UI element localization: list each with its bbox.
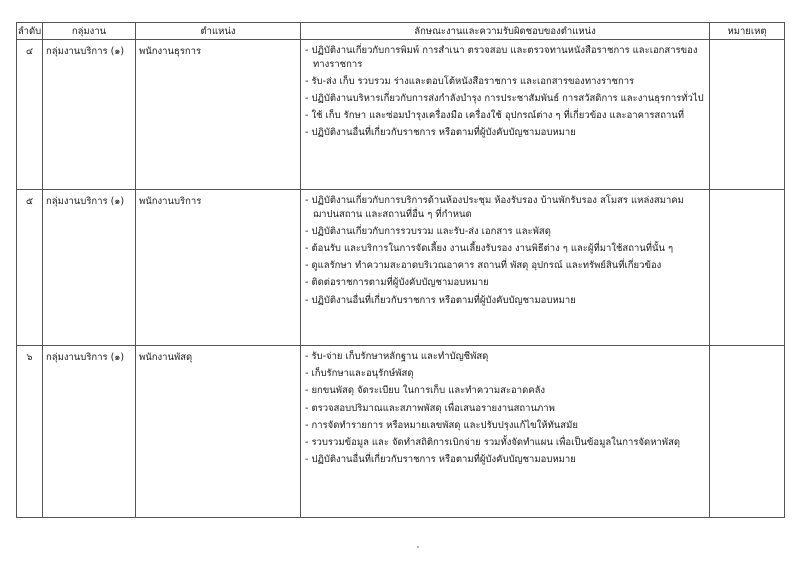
duty-item: - ติดต่อราชการตามที่ผู้บังคับบัญชามอบหมาย	[305, 276, 705, 290]
row-note	[710, 40, 785, 190]
row-position: พนักงานบริการ	[136, 190, 301, 346]
row-position: พนักงานพัสดุ	[136, 346, 301, 518]
duty-item: - ตรวจสอบปริมาณและสภาพพัสดุ เพื่อเสนอรายงานสถานภาพ	[305, 402, 705, 416]
header-row	[17, 23, 785, 40]
row-number: ๖	[17, 346, 43, 518]
duty-item: - รับ-ส่ง เก็บ รวบรวม ร่างและตอบโต้หนังสือราชการ และเอกสารของทางราชการ	[305, 75, 705, 89]
row-duties	[301, 346, 710, 518]
duties-list	[305, 350, 705, 467]
header-position: ตำแหน่ง	[136, 23, 301, 40]
duty-item: - ยกขนพัสดุ จัดระเบียบ ในการเก็บ และทำความสะอาดคลัง	[305, 384, 705, 398]
row-position: พนักงานธุรการ	[136, 40, 301, 190]
duty-item: - ปฏิบัติงานอื่นที่เกี่ยวกับราชการ หรือตามที่ผู้บังคับบัญชามอบหมาย	[305, 453, 705, 467]
duties-list	[305, 44, 705, 140]
row-number: ๔	[17, 40, 43, 190]
duty-item: - รับ-จ่าย เก็บรักษาหลักฐาน และทำบัญชีพัสดุ	[305, 350, 705, 364]
table-row	[17, 190, 785, 346]
row-note	[710, 190, 785, 346]
duty-item: - ปฏิบัติงานอื่นที่เกี่ยวกับราชการ หรือตามที่ผู้บังคับบัญชามอบหมาย	[305, 294, 705, 308]
row-note	[710, 346, 785, 518]
duties-table	[16, 22, 785, 518]
header-group: กลุ่มงาน	[43, 23, 136, 40]
header-duties: ลักษณะงานและความรับผิดชอบของตำแหน่ง	[301, 23, 710, 40]
duty-item: - ปฏิบัติงานเกี่ยวกับการพิมพ์ การสำเนา ตรวจสอบ และตรวจทานหนังสือราชการ และเอกสารของทางราชการ	[305, 44, 705, 71]
row-duties	[301, 40, 710, 190]
duty-item: - ปฏิบัติงานอื่นที่เกี่ยวกับราชการ หรือตามที่ผู้บังคับบัญชามอบหมาย	[305, 126, 705, 140]
row-group: กลุ่มงานบริการ (๑)	[43, 346, 136, 518]
table-row	[17, 40, 785, 190]
scan-speck	[417, 546, 419, 548]
table-row	[17, 346, 785, 518]
duty-item: - ใช้ เก็บ รักษา และซ่อมบำรุงเครื่องมือ เครื่องใช้ อุปกรณ์ต่าง ๆ ที่เกี่ยวข้อง และอาคารสถานที่	[305, 109, 705, 123]
duty-item: - ปฏิบัติงานเกี่ยวกับการรวบรวม และรับ-ส่ง เอกสาร และพัสดุ	[305, 225, 705, 239]
row-number: ๕	[17, 190, 43, 346]
duty-item: - ดูแลรักษา ทำความสะอาดบริเวณอาคาร สถานที่ พัสดุ อุปกรณ์ และทรัพย์สินที่เกี่ยวข้อง	[305, 259, 705, 273]
header-note: หมายเหตุ	[710, 23, 785, 40]
duty-item: - ต้อนรับ และบริการในการจัดเลี้ยง งานเลี้ยงรับรอง งานพิธีต่าง ๆ และผู้ที่มาใช้สถานที่นั้น ๆ	[305, 242, 705, 256]
row-duties	[301, 190, 710, 346]
duty-item: - ปฏิบัติงานบริหารเกี่ยวกับการส่งกำลังบำรุง การประชาสัมพันธ์ การสวัสดิการ และงานธุรการทั่วไป	[305, 92, 705, 106]
duty-item: - เก็บรักษาและอนุรักษ์พัสดุ	[305, 367, 705, 381]
duties-list	[305, 194, 705, 307]
row-group: กลุ่มงานบริการ (๑)	[43, 190, 136, 346]
row-group: กลุ่มงานบริการ (๑)	[43, 40, 136, 190]
duty-item: - ปฏิบัติงานเกี่ยวกับการบริการด้านห้องประชุม ห้องรับรอง บ้านพักรับรอง สโมสร แหล่งสมาคม ฌาปนสถาน และสถานที่อื่น ๆ ที่กำหนด	[305, 194, 705, 221]
duty-item: - รวบรวมข้อมูล และ จัดทำสถิติการเบิกจ่าย รวมทั้งจัดทำแผน เพื่อเป็นข้อมูลในการจัดหาพัสดุ	[305, 436, 705, 450]
header-no: ลำดับ	[17, 23, 43, 40]
duty-item: - การจัดทำรายการ หรือหมายเลขพัสดุ และปรับปรุงแก้ไขให้ทันสมัย	[305, 419, 705, 433]
